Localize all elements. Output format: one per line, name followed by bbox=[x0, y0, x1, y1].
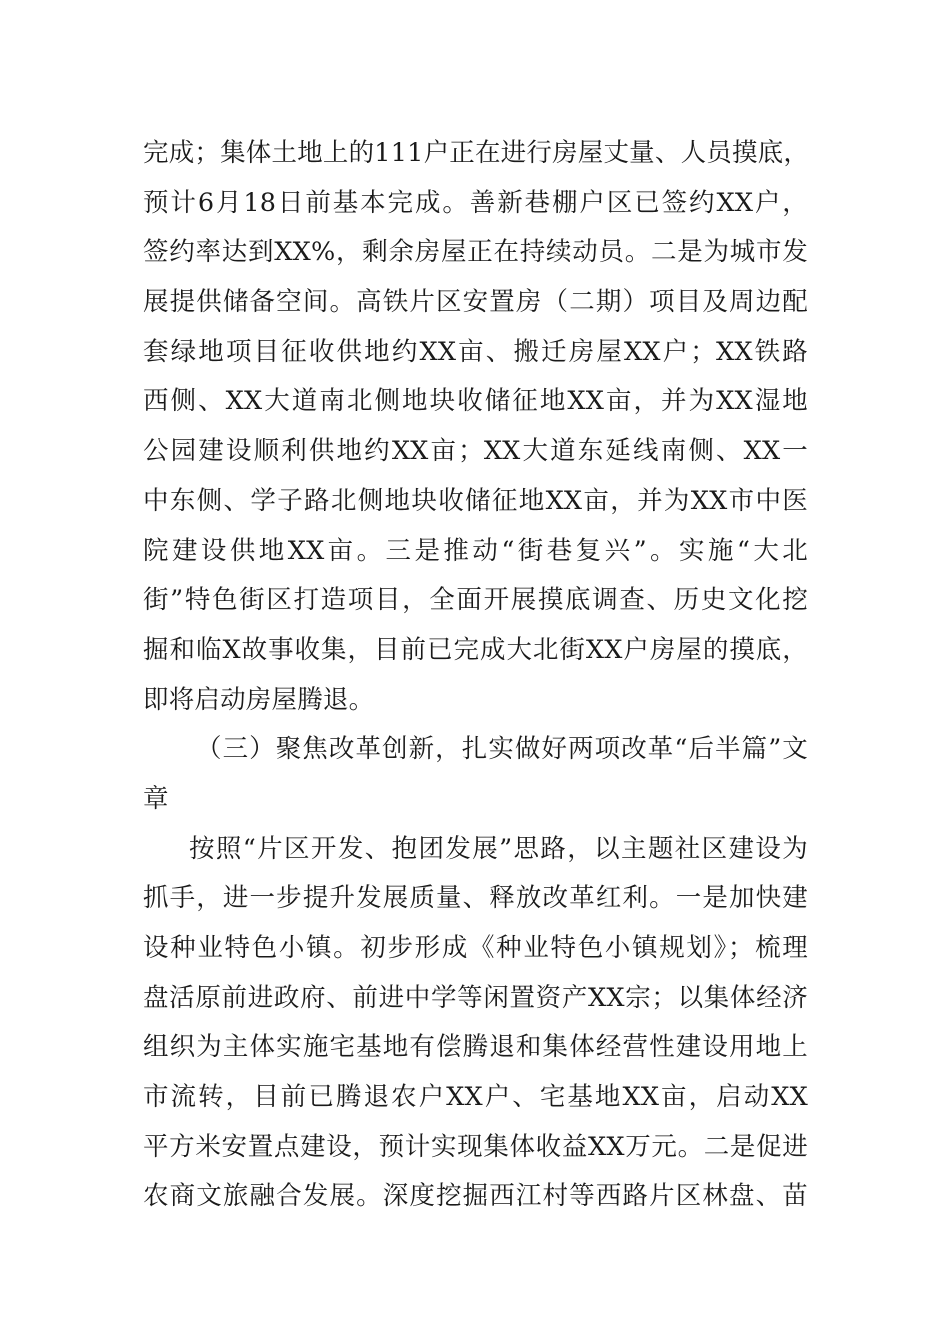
heading-line: （三）聚焦改革创新，扎实做好两项改革“后半篇”文 bbox=[196, 734, 808, 765]
text-line: 西侧、XX大道南北侧地块收储征地XX亩，并为XX湿地 bbox=[143, 386, 808, 417]
text-line: 市流转，目前已腾退农户XX户、宅基地XX亩，启动XX bbox=[143, 1082, 808, 1113]
text-line: 预计6月18日前基本完成。善新巷棚户区已签约XX户， bbox=[143, 187, 808, 218]
text-line: 组织为主体实施宅基地有偿腾退和集体经营性建设用地上 bbox=[143, 1032, 808, 1063]
text-line: 展提供储备空间。高铁片区安置房（二期）项目及周边配 bbox=[143, 287, 808, 318]
text-line: 掘和临X故事收集，目前已完成大北街XX户房屋的摸底， bbox=[143, 634, 808, 665]
heading-line: 章 bbox=[143, 783, 169, 814]
section-heading-reform bbox=[143, 725, 808, 824]
paragraph-housing-progress bbox=[143, 129, 808, 725]
text-line: 签约率达到XX%，剩余房屋正在持续动员。二是为城市发 bbox=[143, 237, 808, 268]
document-page bbox=[143, 129, 808, 1222]
text-line: 公园建设顺利供地约XX亩；XX大道东延线南侧、XX一 bbox=[143, 436, 808, 467]
text-line: 中东侧、学子路北侧地块收储征地XX亩，并为XX市中医 bbox=[143, 485, 808, 516]
text-line: 农商文旅融合发展。深度挖掘西江村等西路片区林盘、苗 bbox=[143, 1181, 808, 1212]
text-line: 设种业特色小镇。初步形成《种业特色小镇规划》；梳理 bbox=[143, 933, 808, 963]
text-line: 街”特色街区打造项目，全面开展摸底调查、历史文化挖 bbox=[143, 585, 808, 616]
text-line: 平方米安置点建设，预计实现集体收益XX万元。二是促进 bbox=[143, 1131, 808, 1162]
paragraph-reform-details bbox=[143, 825, 808, 1223]
text-line: 套绿地项目征收供地约XX亩、搬迁房屋XX户；XX铁路 bbox=[143, 336, 808, 367]
text-line: 完成；集体土地上的111户正在进行房屋丈量、人员摸底， bbox=[143, 138, 810, 168]
text-line: 盘活原前进政府、前进中学等闲置资产XX宗；以集体经济 bbox=[143, 982, 808, 1013]
text-line: 院建设供地XX亩。三是推动“街巷复兴”。实施“大北 bbox=[143, 535, 808, 566]
text-line: 即将启动房屋腾退。 bbox=[143, 684, 375, 715]
text-line: 按照“片区开发、抱团发展”思路，以主题社区建设为 bbox=[189, 833, 808, 864]
text-line: 抓手，进一步提升发展质量、释放改革红利。一是加快建 bbox=[143, 883, 808, 914]
